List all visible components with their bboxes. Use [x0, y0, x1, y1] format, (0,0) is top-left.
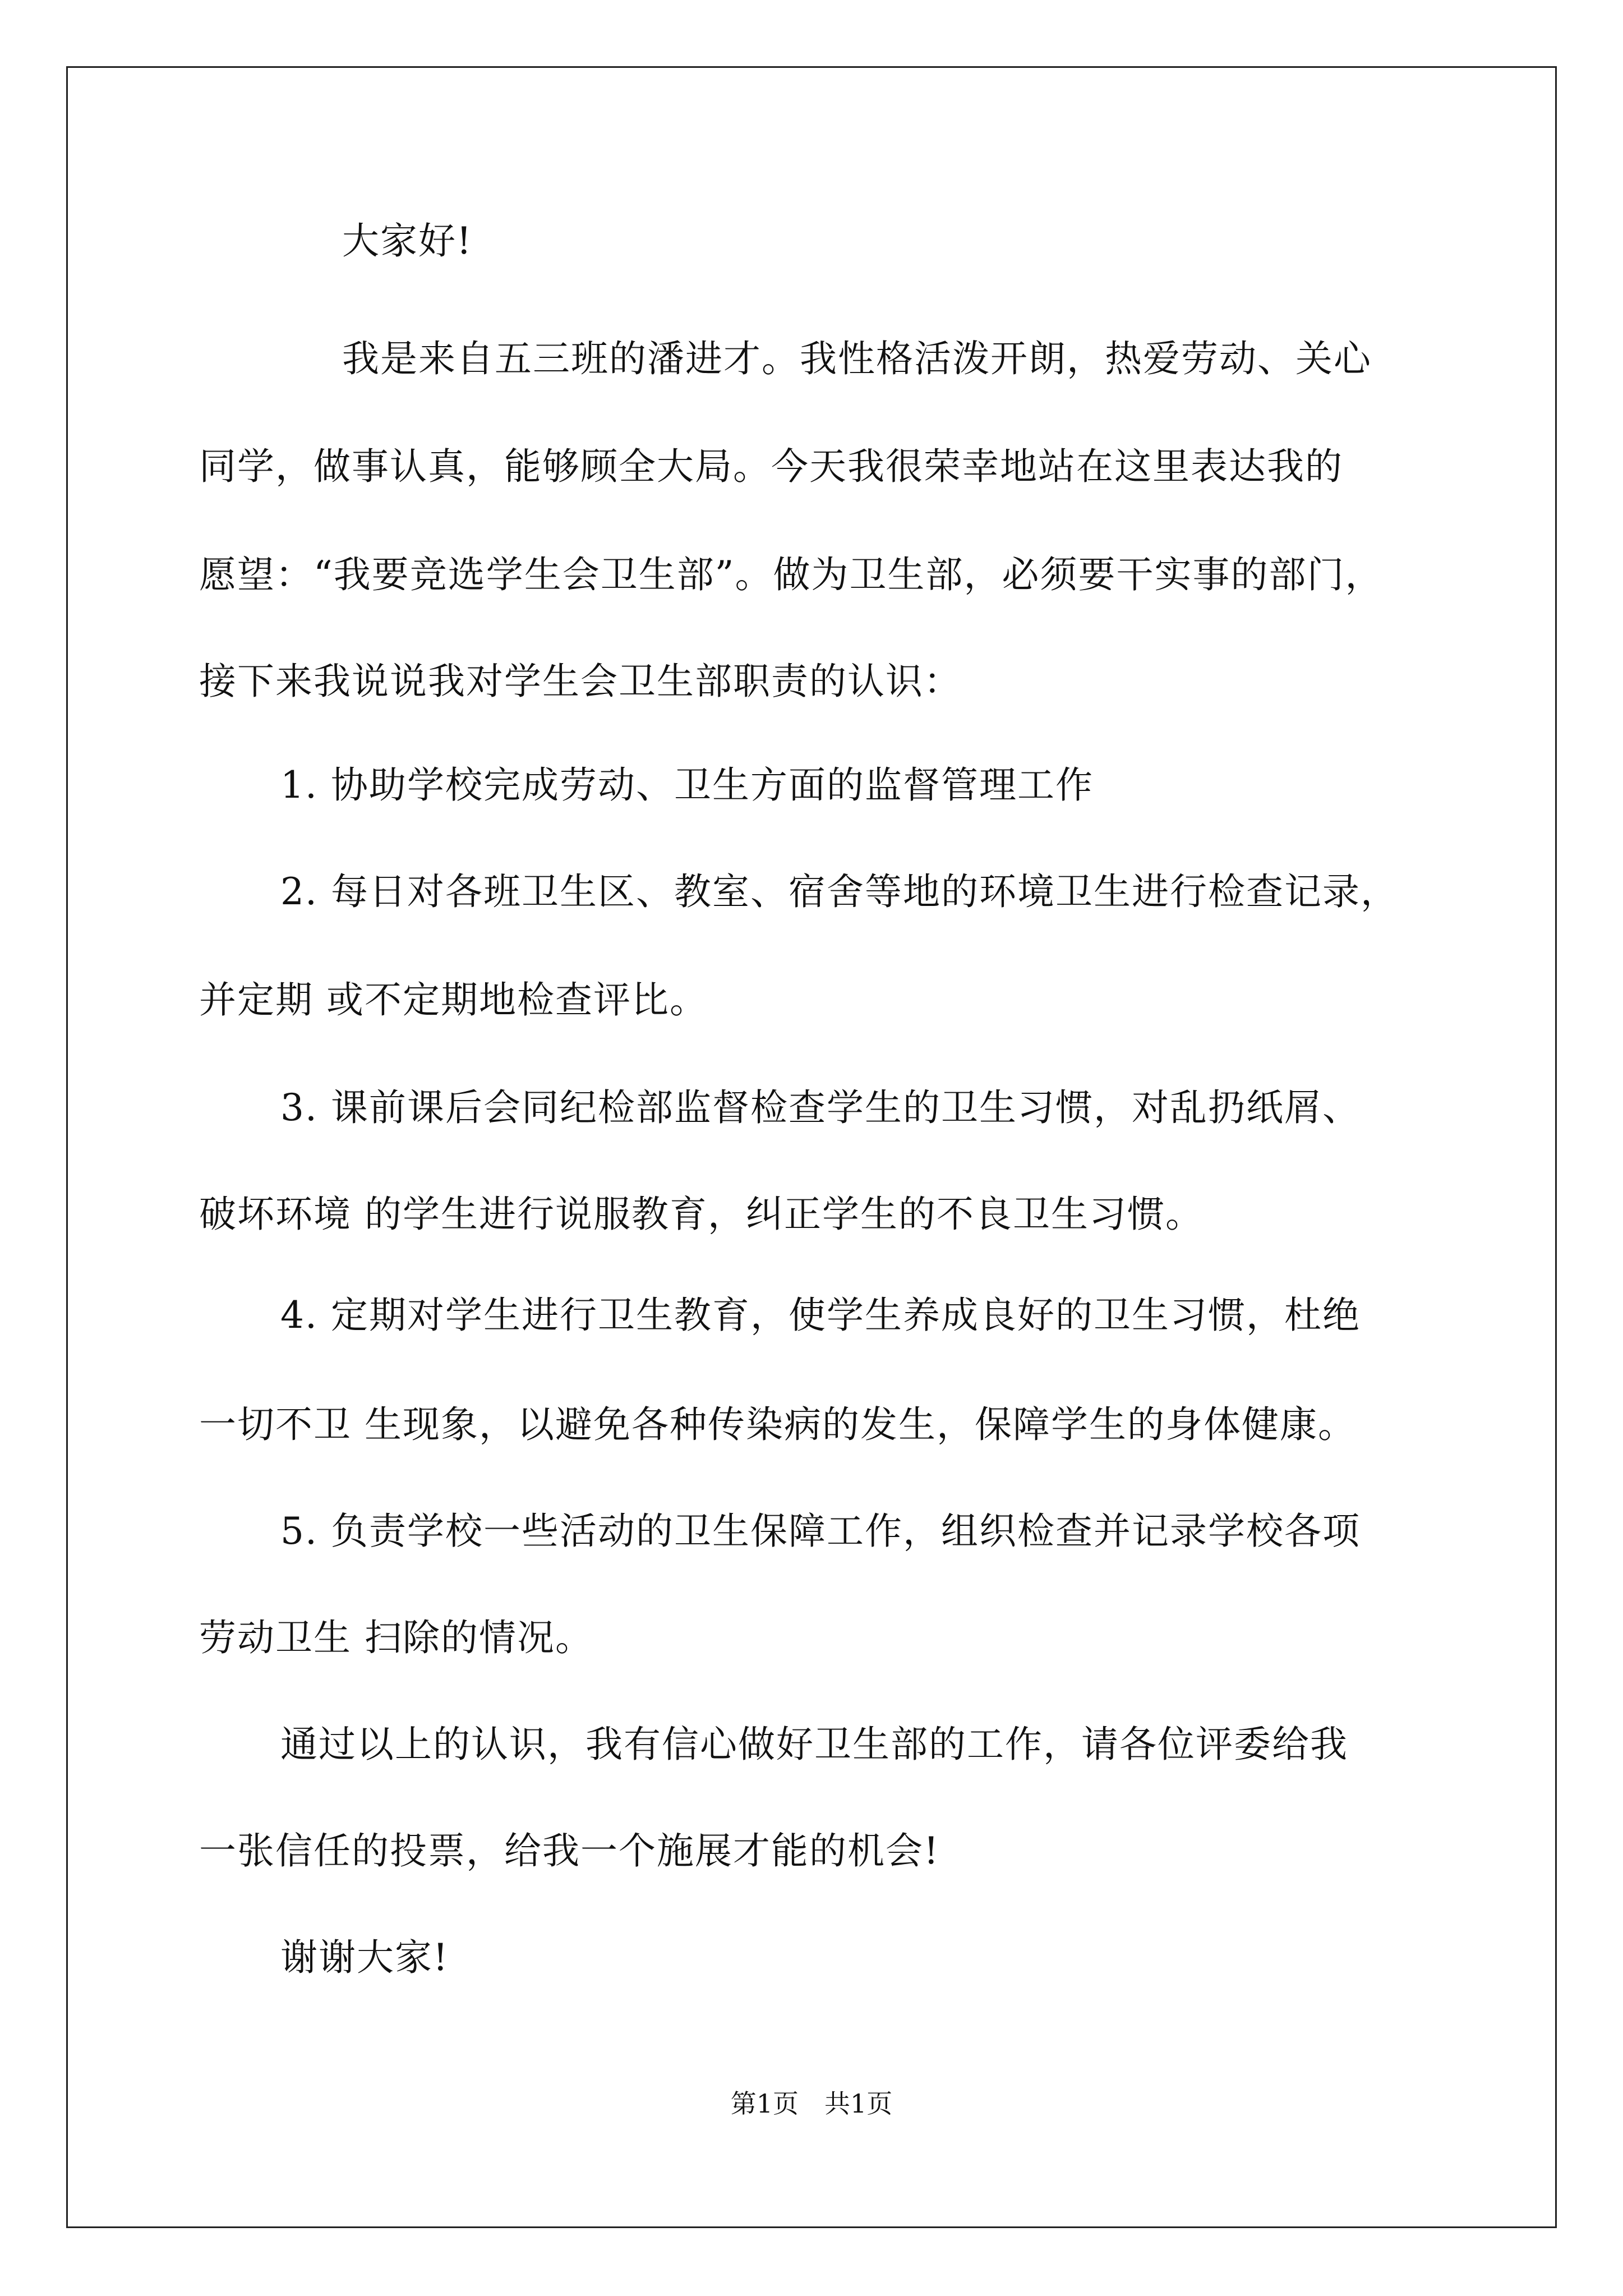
closing-line-1: 通过以上的认识，我有信心做好卫生部的工作，请各位评委给我 [280, 1723, 1348, 1766]
item-2-line-1: 2. 每日对各班卫生区、教室、宿舍等地的环境卫生进行检查记录， [280, 870, 1399, 913]
intro-line-1: 我是来自五三班的潘进才。我性格活泼开朗，热爱劳动、关心 [342, 337, 1372, 380]
item-5-line-2: 劳动卫生 扫除的情况。 [199, 1616, 593, 1659]
item-5-line-1: 5. 负责学校一些活动的卫生保障工作，组织检查并记录学校各项 [280, 1510, 1361, 1553]
item-1-line-1: 1. 协助学校完成劳动、卫生方面的监督管理工作 [280, 763, 1094, 807]
thanks-line: 谢谢大家! [280, 1936, 449, 1979]
greeting: 大家好! [342, 219, 473, 263]
item-3-line-1: 3. 课前课后会同纪检部监督检查学生的卫生习惯，对乱扔纸屑、 [280, 1086, 1361, 1129]
item-2-line-2: 并定期 或不定期地检查评比。 [199, 978, 708, 1022]
closing-line-2: 一张信任的投票，给我一个施展才能的机会! [199, 1829, 940, 1872]
item-3-line-2: 破坏环境 的学生进行说服教育，纠正学生的不良卫生习惯。 [199, 1193, 1204, 1236]
item-4-line-1: 4. 定期对学生进行卫生教育，使学生养成良好的卫生习惯，杜绝 [280, 1294, 1361, 1337]
intro-line-2: 同学，做事认真，能够顾全大局。今天我很荣幸地站在这里表达我的 [199, 445, 1343, 488]
intro-line-4: 接下来我说说我对学生会卫生部职责的认识： [199, 660, 962, 703]
intro-line-3: 愿望：“我要竞选学生会卫生部”。做为卫生部，必须要干实事的部门， [199, 553, 1384, 596]
page-border [66, 66, 1557, 2228]
page-footer: 第1页 共1页 [730, 2088, 893, 2119]
item-4-line-2: 一切不卫 生现象，以避免各种传染病的发生，保障学生的身体健康。 [199, 1403, 1356, 1446]
